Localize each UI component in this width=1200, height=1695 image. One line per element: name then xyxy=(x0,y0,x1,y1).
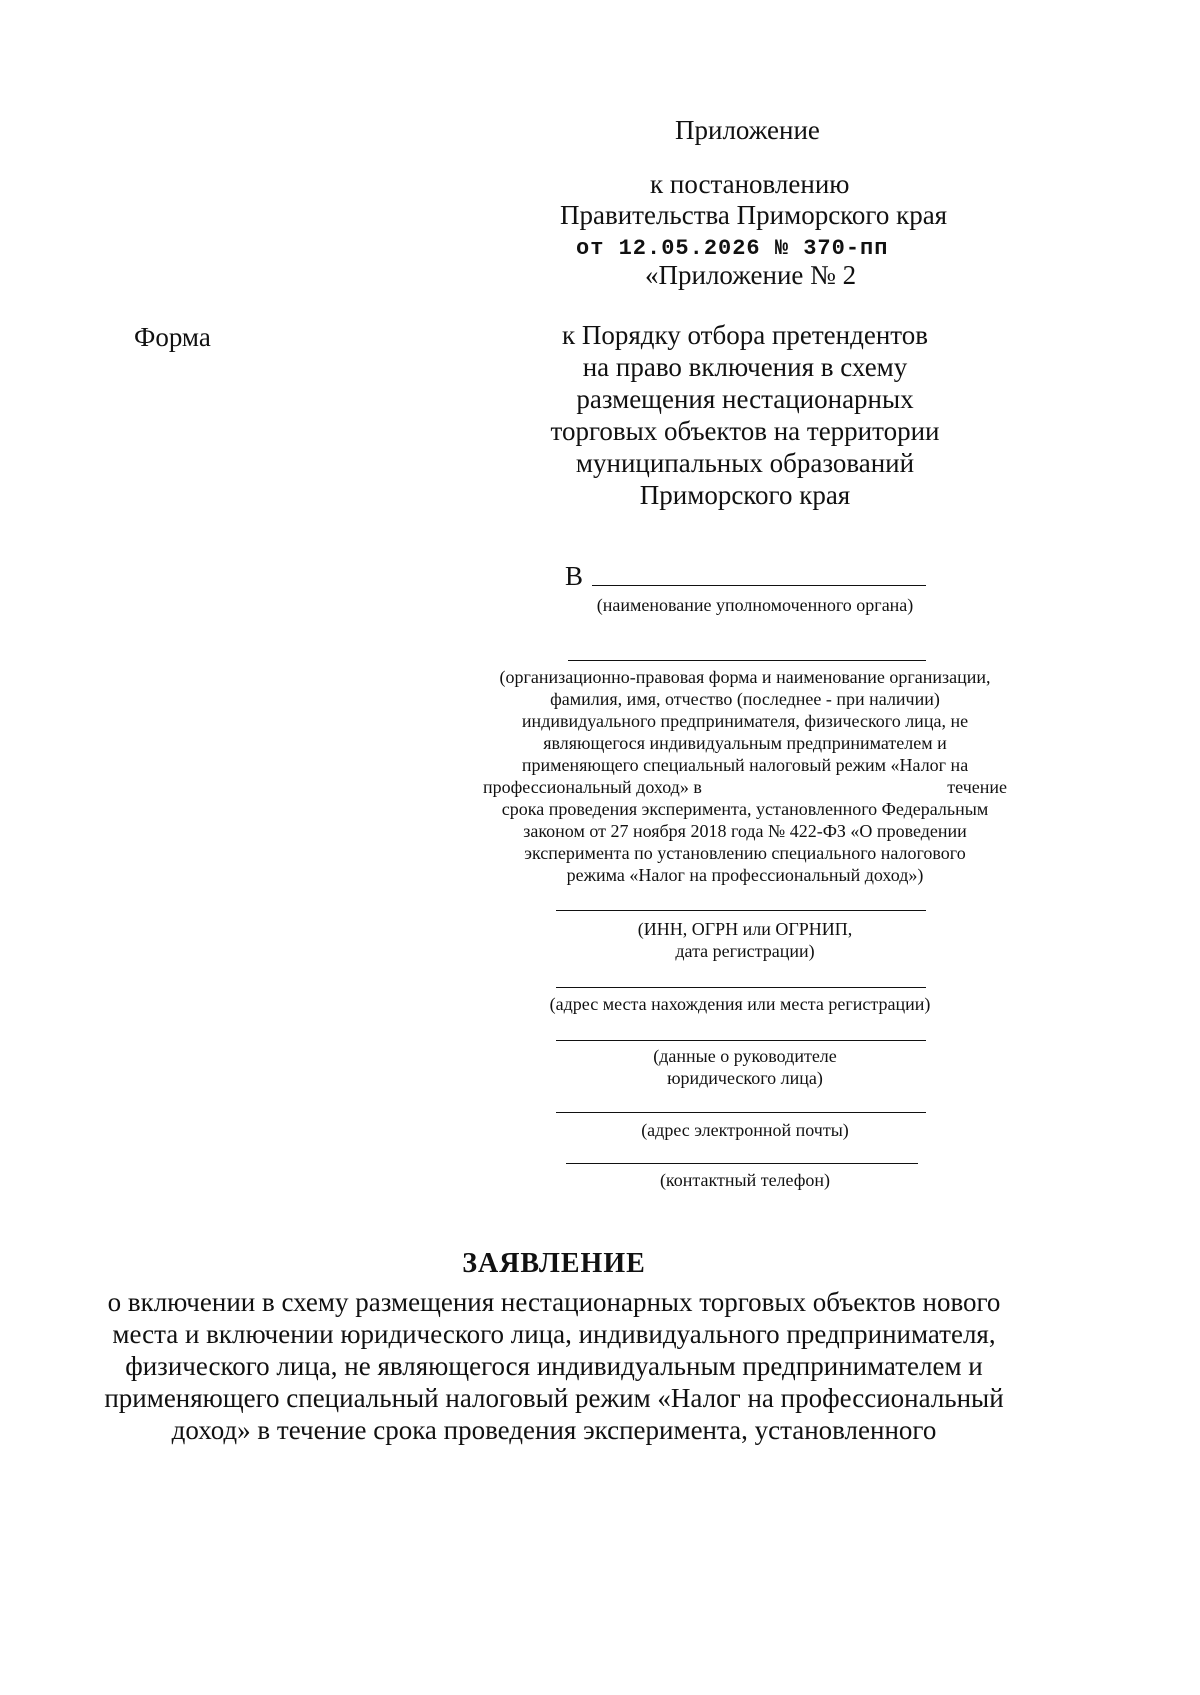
address-caption: (адрес места нахождения или места регистрации) xyxy=(549,994,931,1014)
inn-caption-line: дата регистрации) xyxy=(675,941,815,961)
authority-name-line xyxy=(592,585,926,586)
applicant-caption-line: являющегося индивидуальным предпринимателем и xyxy=(543,733,947,753)
email-caption: (адрес электронной почты) xyxy=(641,1120,849,1140)
procedure-ref-line: торговых объектов на территории xyxy=(550,416,940,446)
statement-line: доход» в течение срока проведения эксперимента, установленного xyxy=(171,1415,937,1445)
director-line xyxy=(556,1040,926,1041)
procedure-ref-line: к Порядку отбора претендентов xyxy=(562,320,928,350)
authority-caption: (наименование уполномоченного органа) xyxy=(596,595,914,615)
appendix-title: Приложение xyxy=(675,115,820,145)
procedure-ref-line: размещения нестационарных xyxy=(576,384,914,414)
director-caption-line: юридического лица) xyxy=(667,1068,823,1088)
director-caption xyxy=(560,1045,930,1089)
applicant-caption-line: срока проведения эксперимента, установленного Федеральным xyxy=(501,799,989,819)
applicant-caption-line: режима «Налог на профессиональный доход») xyxy=(566,865,924,885)
phone-caption: (контактный телефон) xyxy=(659,1170,831,1190)
procedure-ref-line: муниципальных образований xyxy=(575,448,915,478)
email-line xyxy=(556,1112,926,1113)
statement-line: применяющего специальный налоговый режим «Налог на профессиональный xyxy=(104,1383,1004,1413)
applicant-caption xyxy=(475,666,1015,886)
applicant-caption-line: применяющего специальный налоговый режим «Налог на xyxy=(521,755,969,775)
phone-line xyxy=(566,1163,918,1164)
procedure-reference xyxy=(540,319,950,511)
statement-line: места и включении юридического лица, индивидуального предпринимателя, xyxy=(112,1319,996,1349)
applicant-caption-line: индивидуального предпринимателя, физического лица, не xyxy=(521,711,969,731)
resolution-line-2: Правительства Приморского края xyxy=(560,200,948,230)
procedure-ref-line: Приморского края xyxy=(639,480,851,510)
form-label: Форма xyxy=(134,322,211,352)
address-line xyxy=(556,987,926,988)
applicant-caption-line: эксперимента по установлению специального налогового xyxy=(524,843,966,863)
statement-title: ЗАЯВЛЕНИЕ xyxy=(462,1248,646,1279)
statement-line: о включении в схему размещения нестационарных торговых объектов нового xyxy=(107,1287,1001,1317)
statement-line: физического лица, не являющегося индивидуальным предпринимателем и xyxy=(125,1351,983,1381)
applicant-caption-line: законом от 27 ноября 2018 года № 422-ФЗ «О проведении xyxy=(523,821,967,841)
applicant-caption-split-right: течение xyxy=(947,777,1007,797)
statement-body xyxy=(0,1286,1108,1446)
inn-caption-line: (ИНН, ОГРН или ОГРНИП, xyxy=(637,919,853,939)
applicant-caption-line: фамилия, имя, отчество (последнее - при наличии) xyxy=(550,689,940,709)
inn-line xyxy=(556,910,926,911)
procedure-ref-line: на право включения в схему xyxy=(582,352,908,382)
applicant-caption-line: (организационно-правовая форма и наименование организации, xyxy=(499,667,991,687)
applicant-caption-split-left: профессиональный доход» в xyxy=(483,777,702,797)
resolution-date-number: от 12.05.2026 № 370-пп xyxy=(576,236,889,261)
applicant-name-line xyxy=(568,660,926,661)
resolution-line-1: к постановлению xyxy=(650,169,850,199)
to-prefix: В xyxy=(565,561,584,591)
appendix-number: «Приложение № 2 xyxy=(645,260,857,290)
director-caption-line: (данные о руководителе xyxy=(653,1046,837,1066)
inn-caption xyxy=(560,918,930,962)
applicant-caption-split-line xyxy=(475,776,1015,798)
